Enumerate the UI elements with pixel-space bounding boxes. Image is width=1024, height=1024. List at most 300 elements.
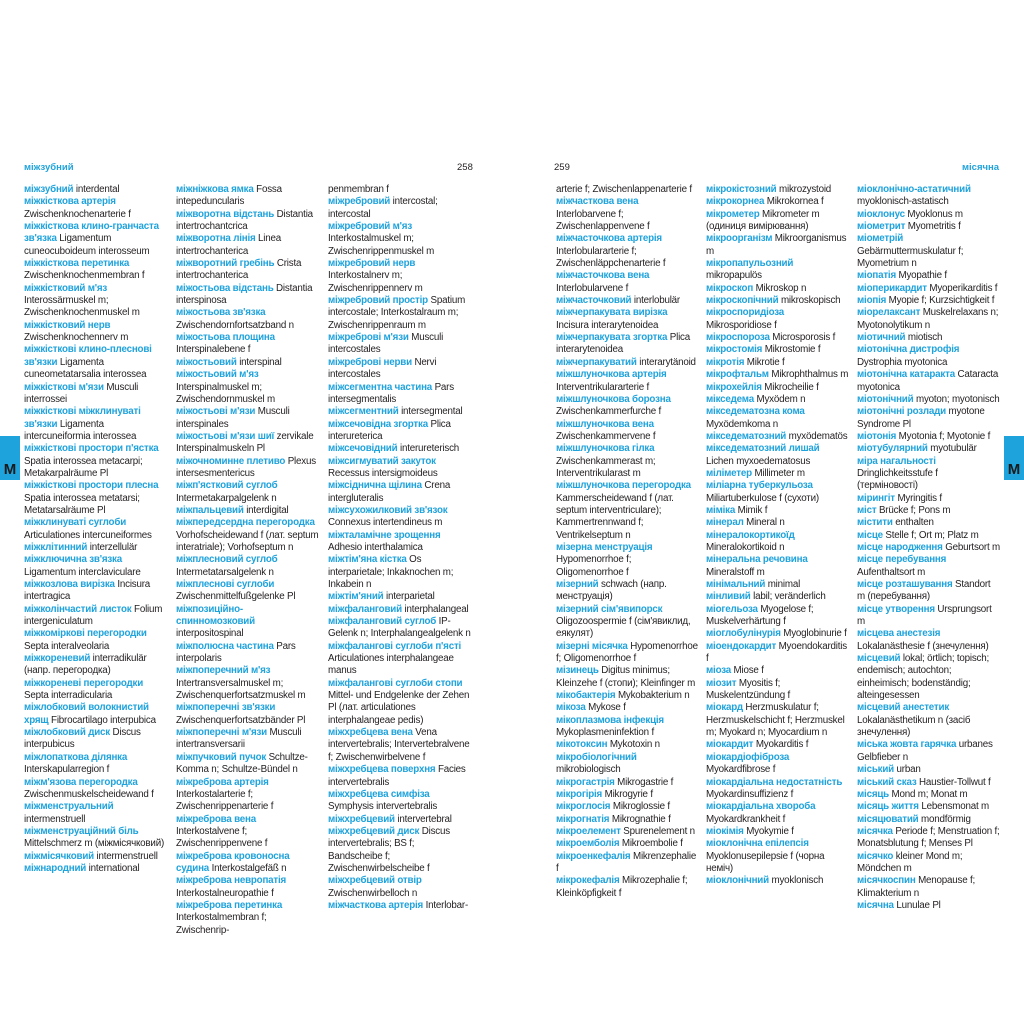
translation: interspinal [239, 356, 282, 368]
translation: Mikrometer m (одиниця вимірювання) [706, 208, 820, 233]
dictionary-entry [176, 283, 319, 308]
translation: Spurenelement n [623, 825, 695, 837]
translation: interparietal [386, 591, 435, 603]
translation: Discus interpubicus [24, 727, 141, 751]
headword: міжхребцева симфіза [328, 788, 430, 800]
dictionary-entry [556, 233, 699, 270]
translation: Haustier-Tollwut f [919, 776, 991, 788]
headword: міотонічні розлади [857, 406, 946, 418]
headword: міжкісткова перетинка [24, 258, 130, 270]
headword: міжкісткові міжклинуваті зв'язки [24, 406, 141, 430]
translation: interpositospinal [176, 628, 244, 640]
headword: місяцюватий [857, 813, 919, 825]
translation: intermenstruell [96, 850, 158, 862]
headword: міотонічна катаракта [857, 369, 955, 381]
translation: Ligamenta intercuneiformia interossea [24, 418, 137, 442]
headword: місячко [857, 850, 894, 862]
dictionary-entry [857, 493, 1000, 505]
translation: myotubulär [930, 443, 977, 455]
column-1 [24, 184, 167, 875]
translation: Connexus intertendineus m [328, 517, 443, 529]
translation: Mikrokornea f [766, 196, 824, 208]
translation: Zwischenkammervene f [556, 430, 656, 442]
headword: мікроспороза [706, 332, 770, 344]
dictionary-entry [857, 221, 1000, 233]
dictionary-entry [556, 357, 699, 369]
dictionary-entry [857, 900, 1000, 912]
dictionary-entry [328, 419, 471, 444]
translation: interzellulär [89, 541, 138, 553]
dictionary-entry [556, 789, 699, 801]
translation: Microsporosis f [772, 332, 836, 344]
headword: міжзубний [24, 184, 74, 195]
dictionary-entry [328, 382, 471, 407]
dictionary-entry [706, 777, 849, 802]
column-3 [328, 184, 471, 912]
translation: Interlobar- [425, 899, 469, 911]
headword: міліарна туберкульоза [706, 480, 813, 492]
translation: mikrobiologisch [556, 764, 621, 776]
headword: міжхребцевий отвір [328, 875, 422, 887]
dictionary-entry [328, 530, 471, 555]
dictionary-entry [176, 431, 319, 456]
translation: Lichen myxoedematosus [706, 455, 811, 467]
translation: Interkostalmembran f; Zwischenrip- [176, 912, 267, 936]
headword: міометрій [857, 233, 904, 245]
translation: Mikrognathie f [611, 813, 671, 825]
translation: Mykobakterium n [617, 690, 690, 702]
dictionary-entry [706, 283, 849, 295]
headword: міжшлуночкова борозна [556, 393, 671, 405]
dictionary-entry [176, 702, 319, 727]
dictionary-entry [706, 641, 849, 666]
headword: міжплеснові суглоби [176, 579, 275, 590]
headword: місце [857, 529, 883, 541]
dictionary-entry [857, 517, 1000, 529]
dictionary-entry [24, 480, 167, 517]
translation: Zwischenknochenmembran f [24, 270, 145, 282]
translation: myxödematös [788, 430, 848, 442]
dictionary-entry [556, 394, 699, 419]
dictionary-entry [176, 752, 319, 777]
headword: міокімія [706, 825, 744, 837]
thumb-index-tab: М [0, 436, 20, 480]
headword: міокардіальна хвороба [706, 801, 816, 813]
dictionary-entry [24, 283, 167, 320]
translation: Mykotoxin n [609, 739, 660, 751]
translation: Linea intertrochanterica [176, 233, 282, 257]
translation: IP-Gelenk n; Interphalangealgelenk n [328, 616, 471, 640]
translation: Fibrocartilago interpubica [51, 714, 156, 726]
dictionary-entry [556, 443, 699, 480]
translation: Interlobulararterie f; Zwischenläppchenarterie f [556, 245, 666, 270]
headword: міжребровий нерв [328, 258, 416, 270]
translation: urban [896, 764, 921, 776]
translation: Menopause f; Klimakterium n [857, 875, 976, 899]
headword: міжпоперечний м'яз [176, 665, 271, 677]
column-2 [706, 184, 849, 888]
dictionary-entry [24, 406, 167, 443]
translation: Kammerscheidewand f (лат. septum interventriculare); Kammertrennwand f; Ventrikelseptum n [556, 492, 674, 541]
translation: Mykose f [588, 702, 626, 714]
right-page [512, 0, 1024, 1024]
dictionary-entry [328, 357, 471, 382]
headword: міжшлуночкова перегородка [556, 480, 691, 492]
translation: myoklonisch-astatisch [857, 196, 949, 208]
headword: мікрокістозний [706, 184, 777, 195]
translation: Cataracta myotonica [857, 369, 999, 393]
dictionary-entry [176, 369, 319, 406]
translation: Mikrotie f [746, 356, 785, 368]
dictionary-entry [706, 838, 849, 875]
translation: Mineralokortikoid n [706, 541, 785, 553]
translation: Geburtsort m [945, 541, 1000, 553]
translation: Distantia intertrochantcrica [176, 208, 313, 233]
translation: Mikroorganismus m [706, 233, 847, 257]
translation: Vena intervertebralis; Intervertebralvene f; Zwischenwirbelvene f [328, 727, 470, 763]
dictionary-entry [24, 851, 167, 863]
headword: міжнародний [24, 862, 87, 874]
headword: міжреброві нерви [328, 356, 412, 368]
dictionary-entry [176, 604, 319, 641]
headword: міжкореневі перегородки [24, 677, 144, 689]
translation: Interkostalgefäß n [211, 862, 287, 874]
translation: Zwischenquerfortsatzbänder Pl [176, 714, 306, 726]
headword: мінерал [706, 517, 744, 529]
dictionary-entry [328, 826, 471, 875]
headword: мікрохейлія [706, 381, 762, 393]
headword: мікроорганізм [706, 233, 773, 245]
translation: Myxödemkoma n [706, 418, 778, 430]
headword: міоендокардит [706, 640, 777, 652]
headword: міжколінчастий листок [24, 603, 132, 615]
dictionary-entry [857, 875, 1000, 900]
dictionary-entry [24, 320, 167, 345]
headword: місячкоспин [857, 875, 916, 887]
headword: мікседематозна кома [706, 406, 805, 418]
headword: міжребровий простір [328, 295, 428, 307]
headword: міжреброва перетинка [176, 899, 283, 911]
dictionary-entry [857, 604, 1000, 629]
dictionary-entry [556, 739, 699, 751]
translation: Folium intergeniculatum [24, 603, 163, 628]
translation: Musculi interrossei [24, 381, 139, 405]
headword: міжворотний гребінь [176, 258, 275, 270]
headword: міжреброва кровоносна судина [176, 850, 290, 874]
dictionary-entry [176, 851, 319, 876]
translation: Adhesio interthalamica [328, 541, 423, 553]
headword: міоклонічна епілепсія [706, 838, 809, 850]
headword: міжшлуночкова вена [556, 418, 654, 430]
headword: міотонія [857, 430, 897, 442]
dictionary-entry [176, 814, 319, 851]
headword: мікседематозний [706, 430, 787, 442]
translation: kleiner Mond m; Möndchen m [857, 850, 963, 874]
headword: міжсегментний [328, 406, 399, 418]
dictionary-entry [706, 209, 849, 234]
dictionary-entry [24, 221, 167, 258]
translation: Myoperikarditis f [929, 282, 998, 294]
translation: Lokalanästhesie f (знечулення) [857, 640, 989, 652]
dictionary-entry [706, 826, 849, 838]
dictionary-entry [24, 604, 167, 629]
headword: міжшлуночкова гілка [556, 443, 655, 455]
translation: Myoendokarditis f [706, 640, 847, 665]
dictionary-entry [706, 579, 849, 591]
dictionary-entry [24, 517, 167, 542]
headword: міжтім'яна кістка [328, 554, 407, 566]
column-2 [176, 184, 319, 937]
translation: arterie f; Zwischenlappenarterie f [556, 184, 692, 195]
headword: мінливий [706, 591, 751, 603]
headword: міогельоза [706, 603, 758, 615]
headword: мікотоксин [556, 739, 608, 751]
translation: intermenstruell [24, 813, 86, 825]
headword: міжпучковий пучок [176, 751, 267, 763]
dictionary-entry [857, 814, 1000, 826]
translation: Musculi intercostales [328, 332, 444, 356]
dictionary-entry [706, 382, 849, 394]
dictionary-entry [176, 406, 319, 431]
headword: мікропапульозний [706, 258, 794, 270]
translation: Hypomenorrhoe f; Oligomenorrhoe f [556, 640, 698, 665]
translation: Miliartuberkulose f (сухоти) [706, 492, 819, 504]
translation: Lokalanästhetikum n (засіб знечулення) [857, 714, 971, 739]
headword: мікоплазмова інфекція [556, 714, 664, 726]
dictionary-entry [24, 382, 167, 407]
translation: Dringlichkeitsstufe f (терміновості) [857, 467, 938, 492]
dictionary-entry [24, 542, 167, 554]
dictionary-entry [857, 702, 1000, 739]
translation: interarytänoid [639, 356, 696, 368]
dictionary-entry [706, 801, 849, 826]
headword: міжменструаційний біль [24, 825, 139, 837]
translation: interphalangeal [404, 603, 469, 615]
dictionary-entry [328, 875, 471, 900]
dictionary-entry [24, 443, 167, 480]
headword: міжлобковий волокнистий хрящ [24, 702, 149, 726]
dictionary-entry [706, 344, 849, 356]
dictionary-entry [857, 777, 1000, 789]
translation: Myokardfibrose f [706, 764, 776, 776]
translation: Mikrogyrie f [604, 788, 653, 800]
dictionary-entry [857, 554, 1000, 579]
dictionary-entry [556, 715, 699, 740]
dictionary-entry [857, 530, 1000, 542]
headword: міжпозиційно-спинномозковий [176, 603, 255, 628]
dictionary-entry [556, 480, 699, 542]
translation: Interskapularregion f [24, 764, 110, 776]
headword: міжкісткові клино-плеснові зв'язки [24, 344, 152, 368]
translation: Mikrozephalie f; Kleinköpfigkeit f [556, 875, 688, 899]
translation: Zwischendornfortsatzband n [176, 319, 294, 331]
translation: Periode f; Menstruation f; Monatsblutung f; Menses Pl [857, 825, 1000, 850]
headword: міжворотна лінія [176, 233, 256, 245]
translation: Mittel- und Endgelenke der Zehen Pl (лат. articulationes interphalangeae pedis) [328, 690, 470, 726]
dictionary-entry [857, 579, 1000, 604]
dictionary-entry [328, 184, 471, 196]
headword: міжкозлова вирізка [24, 579, 115, 590]
dictionary-entry [328, 332, 471, 357]
headword: міжчерпакувата вирізка [556, 307, 668, 319]
dictionary-entry [857, 431, 1000, 443]
headword: мікротія [706, 356, 745, 368]
thumb-index-tab: М [1004, 436, 1024, 480]
dictionary-entry [328, 221, 471, 258]
translation: Spatium intercostale; Interkostalraum m; Zwischenrippenraum m [328, 295, 466, 331]
dictionary-entry [706, 875, 849, 887]
headword: міжпередсердна перегородка [176, 517, 315, 529]
headword: міоглобулінурія [706, 628, 781, 640]
translation: schwach (напр. менструація) [556, 579, 667, 603]
dictionary-entry [857, 505, 1000, 517]
translation: Muskelrelaxans n; Myotonolytikum n [857, 307, 999, 331]
translation: Gebärmuttermuskulatur f; Myometrium n [857, 245, 964, 270]
translation: Ligamentum interclaviculare [24, 566, 141, 578]
dictionary-entry [328, 789, 471, 814]
headword: мізинець [556, 665, 599, 677]
translation: Digitus minimus; Kleinzehe f (стопи); Kleinfinger m [556, 665, 696, 689]
translation: Lebensmonat m [921, 801, 989, 813]
headword: міміка [706, 504, 736, 516]
headword: місцева анестезія [857, 628, 941, 640]
headword: міжкісткові простори п'ястка [24, 443, 159, 455]
dictionary-entry [556, 690, 699, 702]
dictionary-entry [706, 369, 849, 381]
translation: Spatia interossea metacarpi; Metakarpalräume Pl [24, 455, 143, 479]
translation: Mineralstoff m [706, 566, 765, 578]
dictionary-entry [706, 468, 849, 480]
translation: Myokardkrankheit f [706, 813, 786, 825]
dictionary-entry [706, 591, 849, 603]
headword: міометрит [857, 221, 906, 233]
translation: Mykoplasmeninfektion f [556, 727, 654, 739]
dictionary-entry [706, 604, 849, 629]
headword: мікрогнатія [556, 813, 610, 825]
headword: місце розташування [857, 579, 953, 590]
headword: міжкісткові простори плесна [24, 480, 159, 492]
headword: місце утворення [857, 603, 935, 615]
headword: міотичний [857, 332, 906, 344]
translation: Mikrenzephalie f [556, 850, 697, 874]
dictionary-entry [328, 641, 471, 678]
headword: міжчерпакувата згортка [556, 332, 668, 344]
translation: Aufenthaltsort m [857, 566, 926, 578]
translation: Myogelose f; Muskelverhärtung f [706, 603, 814, 628]
guide-word: міжзубний [24, 162, 74, 173]
headword: міжостьові м'язи шиї [176, 430, 275, 442]
dictionary-entry [857, 332, 1000, 344]
headword: міжкореневий [24, 653, 91, 665]
dictionary-entry [556, 542, 699, 579]
headword: міжостьові м'язи [176, 406, 256, 418]
headword: міотонічна дистрофія [857, 344, 960, 356]
dictionary-entry [24, 554, 167, 579]
dictionary-entry [556, 801, 699, 813]
dictionary-entry [706, 739, 849, 751]
headword: міжлопаткова ділянка [24, 751, 128, 763]
headword: мікрофтальм [706, 369, 769, 381]
dictionary-entry [328, 616, 471, 641]
dictionary-entry [706, 752, 849, 777]
dictionary-entry [328, 727, 471, 764]
translation: Musculi interspinales [176, 406, 290, 430]
headword: міжкістковий нерв [24, 319, 111, 331]
dictionary-entry [328, 295, 471, 332]
translation: Myringitis f [897, 492, 942, 504]
dictionary-entry [857, 851, 1000, 876]
translation: lokal; örtlich; topisch; endemisch; autochton; einheimisch; bodenständig; alteingesessen [857, 653, 990, 702]
translation: Miose f [733, 665, 764, 677]
translation: Plica interarytenoidea [556, 332, 691, 356]
dictionary-entry [857, 344, 1000, 369]
translation: Myotonia f; Myotonie f [898, 430, 991, 442]
headword: міжостьовий м'яз [176, 369, 259, 381]
translation: Dystrophia myotonica [857, 356, 948, 368]
translation: Millimeter m [754, 467, 805, 479]
dictionary-entry [556, 826, 699, 838]
headword: міжклітинний [24, 541, 88, 553]
headword: мізерна менструація [556, 541, 653, 553]
translation: Plica interureterica [328, 418, 451, 442]
translation: Articulationes interphalangeae manus [328, 653, 454, 677]
dictionary-entry [556, 665, 699, 690]
headword: міжталамічне зрощення [328, 529, 441, 541]
headword: міокардіальна недостатність [706, 776, 843, 788]
dictionary-entry [176, 258, 319, 283]
dictionary-entry [176, 456, 319, 481]
dictionary-entry [176, 665, 319, 702]
headword: міська жовта гарячка [857, 739, 957, 751]
headword: міотонічний [857, 393, 914, 405]
translation: Recessus intersigmoideus [328, 467, 438, 479]
dictionary-entry [556, 752, 699, 777]
headword: мікседема [706, 393, 754, 405]
headword: міжчасткова артерія [328, 899, 424, 911]
translation: Interkostalnerv m; Zwischenrippennerv m [328, 270, 423, 294]
headword: міорелаксант [857, 307, 921, 319]
dictionary-entry [176, 233, 319, 258]
translation: Fossa intepeduncularis [176, 184, 282, 208]
translation: Mikrophthalmus m [771, 369, 849, 381]
translation: Myositis f; Muskelentzündung f [706, 677, 791, 702]
headword: міжворотна відстань [176, 208, 275, 220]
headword: міжчасткова вена [556, 196, 639, 208]
headword: міжпоперечні зв'язки [176, 702, 276, 714]
dictionary-entry [857, 443, 1000, 455]
headword: міжсечовідний [328, 443, 398, 455]
headword: міжшлуночкова артерія [556, 369, 667, 381]
translation: Incisura intertragica [24, 579, 151, 603]
dictionary-entry [556, 851, 699, 876]
dictionary-entry [556, 641, 699, 666]
translation: labil; veränderlich [753, 591, 826, 603]
dictionary-entry [556, 332, 699, 357]
translation: Oligozoospermie f (сім'явиклид, еякулят) [556, 616, 691, 640]
headword: мінеральна речовина [706, 554, 808, 566]
headword: міжклинуваті суглоби [24, 517, 127, 529]
dictionary-entry [176, 900, 319, 937]
headword: містити [857, 517, 893, 529]
headword: міжсухожилковий зв'язок [328, 504, 448, 516]
dictionary-entry [328, 505, 471, 530]
headword: міжкісткові м'язи [24, 381, 104, 393]
dictionary-entry [328, 591, 471, 603]
translation: Zwischenmittelfußgelenke Pl [176, 591, 296, 603]
dictionary-entry [857, 801, 1000, 813]
dictionary-entry [706, 554, 849, 579]
translation: Interlobarvene f; Zwischenlappenvene f [556, 208, 650, 233]
